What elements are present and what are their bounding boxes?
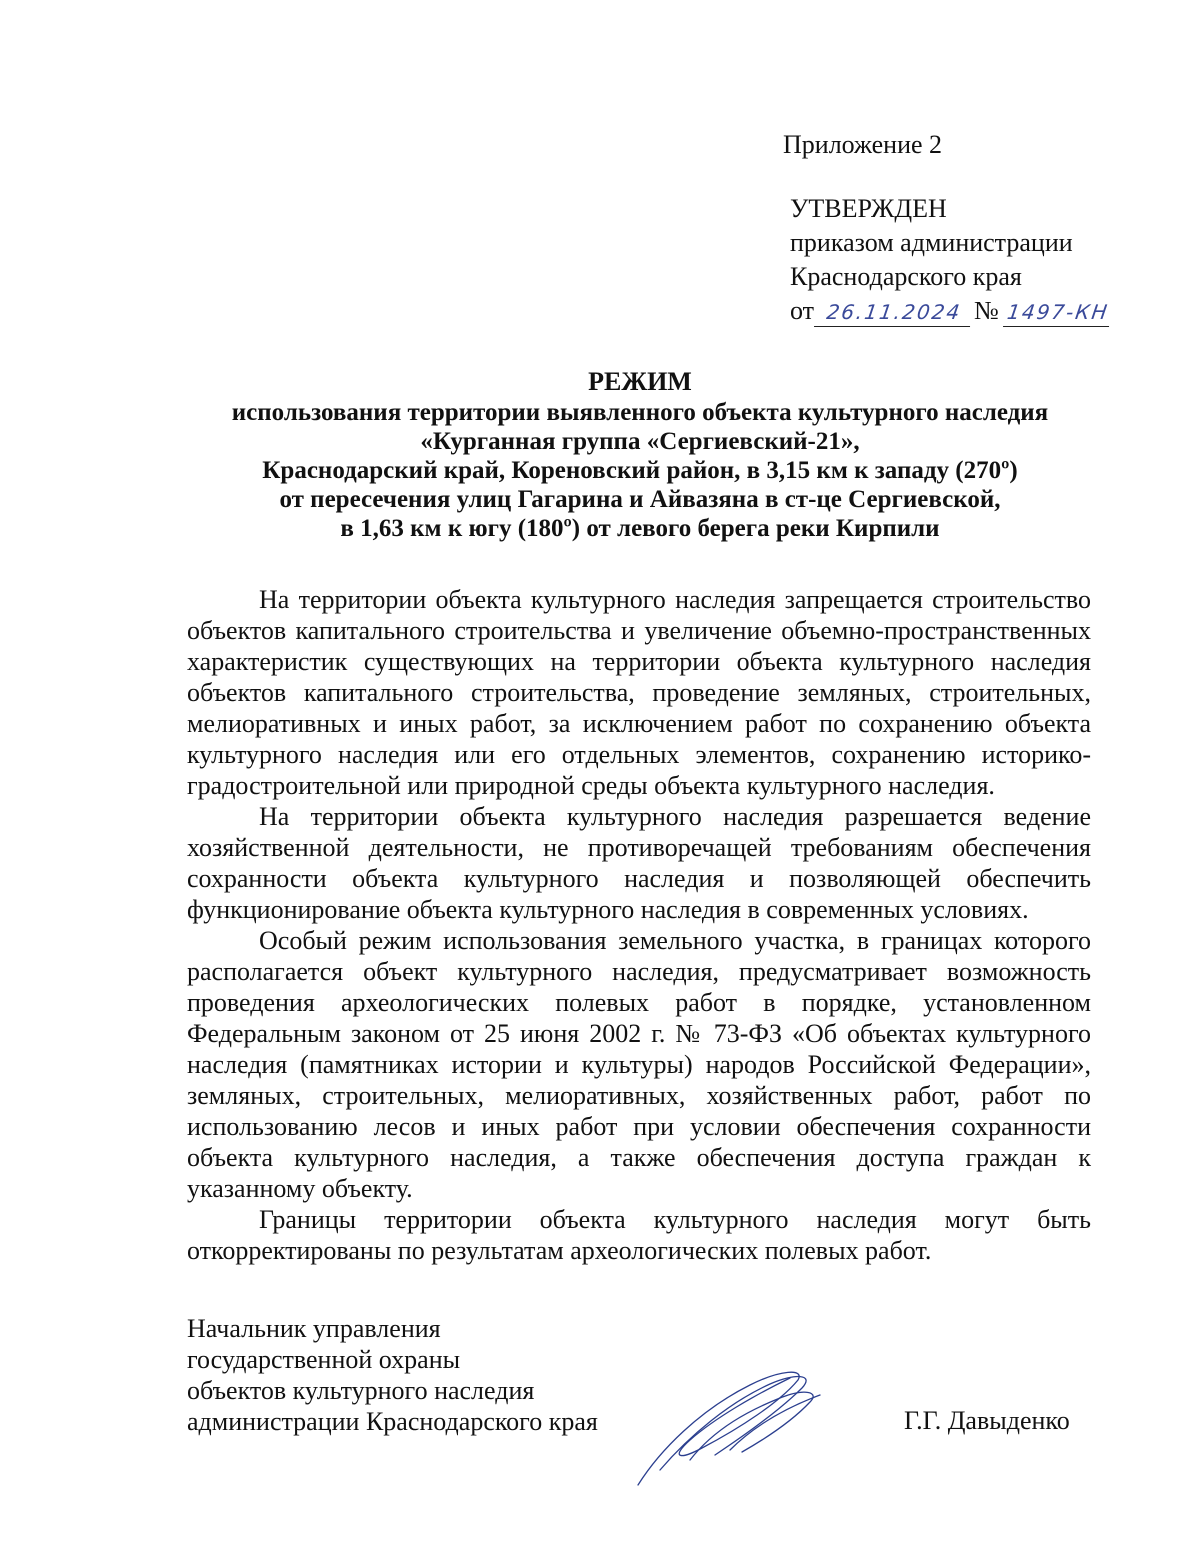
signer-position-line-2: государственной охраны	[187, 1345, 461, 1374]
signer-position-line-3: объектов культурного наследия	[187, 1376, 535, 1405]
approved-region-line: Краснодарского края	[790, 262, 1022, 291]
order-date-handwritten: 26.11.2024	[814, 298, 974, 327]
title-line-5: в 1,63 км к югу (180º) от левого берега реки Кирпили	[340, 515, 940, 542]
paragraph-boundaries: Границы территории объекта культурного наследия могут быть откорректированы по результатам археологических полевых работ.	[187, 1205, 1091, 1265]
order-number-handwritten: 1497-КН	[1003, 298, 1113, 327]
signer-name: Г.Г. Давыденко	[904, 1406, 1070, 1435]
paragraph-permitted-activity: На территории объекта культурного наследия разрешается ведение хозяйственной деятельности, не противоречащей требованиям обеспечения сохранности объекта культурного наследия и позволяющей обеспечить функционирование объекта культурного наследия в современных условиях.	[187, 802, 1091, 924]
paragraph-special-regime: Особый режим использования земельного участка, в границах которого располагается объект культурного наследия, предусматривает возможность проведения археологических полевых работ в порядке, установленном Федеральным законом от 25 июня 2002 г. № 73-ФЗ «Об объектах культурного наследия (памятниках истории и культуры) народов Российской Федерации», земляных, строительных, мелиоративных, хозяйственных работ, работ по использованию лесов и иных работ при условии обеспечения сохранности объекта культурного наследия, а также обеспечения доступа граждан к указанному объекту.	[187, 926, 1091, 1203]
title-line-3: Краснодарский край, Кореновский район, в 3,15 км к западу (270º)	[262, 457, 1018, 484]
approval-block	[790, 192, 1111, 328]
paragraph-prohibitions: На территории объекта культурного наследия запрещается строительство объектов капитального строительства и увеличение объемно-пространственных характеристик существующих на территории объекта культурного наследия объектов капитального строительства, проведение земляных, строительных, мелиоративных и иных работ, за исключением работ по сохранению объекта культурного наследия или его отдельных элементов, сохранению историко-градостроительной или природной среды объекта культурного наследия.	[187, 585, 1091, 800]
date-prefix: от	[790, 296, 815, 325]
signer-position	[187, 1313, 598, 1437]
title-line-1: использования территории выявленного объекта культурного наследия	[231, 399, 1049, 426]
approved-line: УТВЕРЖДЕН	[790, 194, 947, 223]
signer-position-line-1: Начальник управления	[187, 1314, 441, 1343]
appendix-label: Приложение 2	[783, 130, 943, 159]
title-main: РЕЖИМ	[588, 367, 692, 396]
number-sign: №	[974, 296, 999, 325]
document-title	[140, 367, 1140, 543]
document-body	[187, 584, 1091, 1266]
handwritten-signature	[630, 1340, 830, 1490]
title-line-2: «Курганная группа «Сергиевский-21»,	[420, 428, 860, 455]
order-date-number-line	[790, 294, 1111, 328]
approved-by-line: приказом администрации	[790, 228, 1073, 257]
signer-position-line-4: администрации Краснодарского края	[187, 1407, 598, 1436]
title-line-4: от пересечения улиц Гагарина и Айвазяна в ст-це Сергиевской,	[279, 486, 1001, 513]
